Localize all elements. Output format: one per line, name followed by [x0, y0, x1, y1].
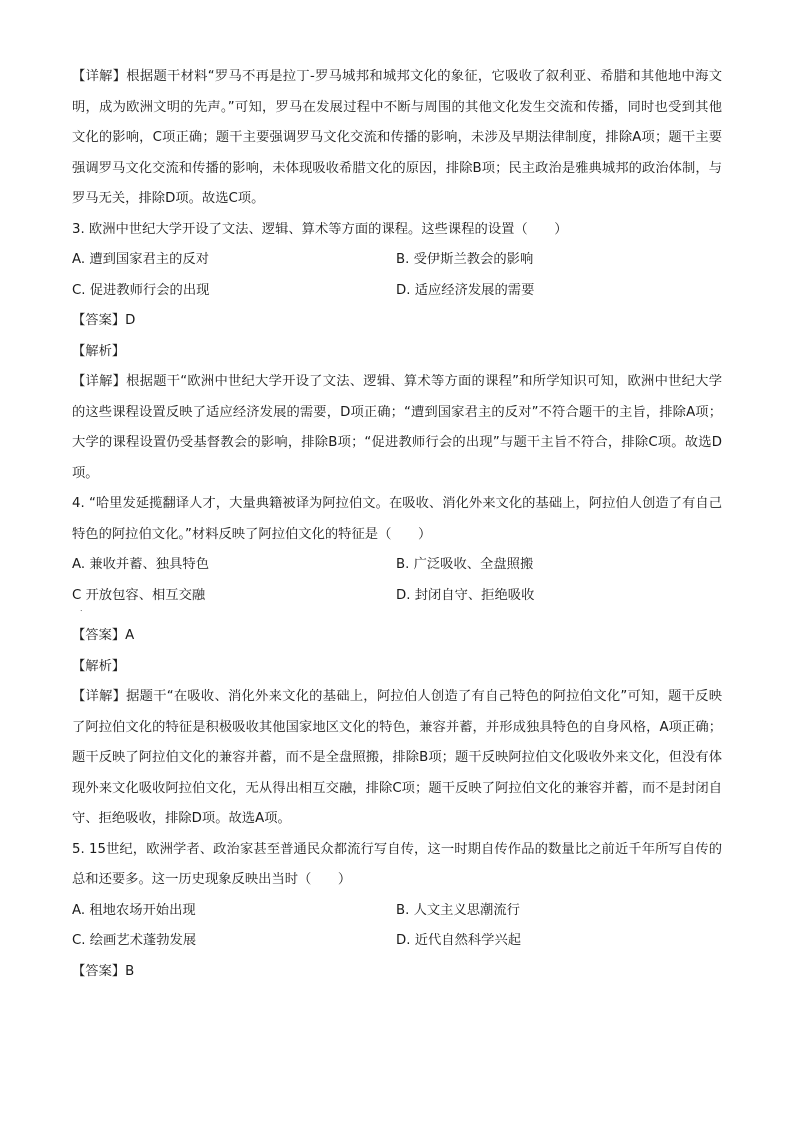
q5-option-d: D. 近代自然科学兴起 — [396, 933, 522, 948]
q4-option-a: A. 兼收并蓄、独具特色 — [72, 557, 209, 572]
q3-option-b: B. 受伊斯兰教会的影响 — [396, 252, 534, 267]
q5-options — [72, 896, 722, 957]
q2-detail-paragraph: 【详解】根据题干材料“罗马不再是拉丁-罗马城邦和城邦文化的象征，它吸收了叙利亚、希腊和其他地中海文明，成为欧洲文明的先声。”可知，罗马在发展过程中不断与周围的其他文化发生交流和传播，同时也受到其他文化的影响，C项正确；题干主要强调罗马文化交流和传播的影响，未涉及早期法律制度，排除A项；题干主要强调罗马文化交流和传播的影响，未体现吸收希腊文化的原因，排除B项；民主政治是雅典城邦的政治体制，与罗马无关，排除D项。故选C项。 — [72, 69, 722, 206]
q3-analysis-label: 【解析】 — [72, 343, 126, 359]
question-3 — [72, 215, 722, 490]
q4-stem: 4. “哈里发延揽翻译人才，大量典籍被译为阿拉伯文。在吸收、消化外来文化的基础上，阿拉伯人创造了有自己特色的阿拉伯文化。”材料反映了阿拉伯文化的特征是（ ） — [72, 496, 722, 542]
q4-options — [72, 550, 722, 611]
stray-dot: ． — [80, 604, 88, 613]
q5-option-c: C. 绘画艺术蓬勃发展 — [72, 933, 197, 948]
q3-option-d: D. 适应经济发展的需要 — [396, 282, 535, 298]
question-4 — [72, 489, 722, 835]
question-5 — [72, 835, 722, 988]
q5-option-a: A. 租地农场开始出现 — [72, 902, 196, 918]
q3-detail: 【详解】根据题干“欧洲中世纪大学开设了文法、逻辑、算术等方面的课程”和所学知识可知，欧洲中世纪大学的这些课程设置反映了适应经济发展的需要，D项正确；“遭到国家君主的反对”不符合题干的主旨，排除A项；大学的课程设置仍受基督教会的影响，排除B项；“促进教师行会的出现”与题干主旨不符合，排除C项。故选D项。 — [72, 374, 722, 481]
document-page — [72, 62, 722, 987]
q3-stem: 3. 欧洲中世纪大学开设了文法、逻辑、算术等方面的课程。这些课程的设置（ ） — [72, 221, 568, 237]
q3-option-a: A. 遭到国家君主的反对 — [72, 252, 209, 267]
stray-dot-row — [72, 604, 722, 621]
q4-analysis-label: 【解析】 — [72, 658, 126, 674]
q5-answer: 【答案】B — [72, 963, 135, 979]
q4-answer: 【答案】A — [72, 628, 135, 643]
q3-options — [72, 245, 722, 306]
q4-option-b: B. 广泛吸收、全盘照搬 — [396, 557, 534, 572]
q5-option-b: B. 人文主义思潮流行 — [396, 902, 520, 918]
q4-option-c: C 开放包容、相互交融 — [72, 587, 206, 603]
q3-answer: 【答案】D — [72, 313, 136, 328]
q5-stem: 5. 15世纪，欧洲学者、政治家甚至普通民众都流行写自传，这一时期自传作品的数量比之前近千年所写自传的总和还要多。这一历史现象反映出当时（ ） — [72, 841, 722, 887]
q4-detail: 【详解】据题干“在吸收、消化外来文化的基础上，阿拉伯人创造了有自己特色的阿拉伯文化”可知，题干反映了阿拉伯文化的特征是积极吸收其他国家地区文化的特色，兼容并蓄，并形成独具特色的自身风格，A项正确；题干反映了阿拉伯文化的兼容并蓄，而不是全盘照搬，排除B项；题干反映阿拉伯文化吸收外来文化，但没有体现外来文化吸收阿拉伯文化，无从得出相互交融，排除C项；题干反映了阿拉伯文化的兼容并蓄，而不是封闭自守、拒绝吸收，排除D项。故选A项。 — [72, 689, 722, 826]
q3-option-c: C. 促进教师行会的出现 — [72, 282, 210, 298]
q4-option-d: D. 封闭自守、拒绝吸收 — [396, 587, 535, 603]
